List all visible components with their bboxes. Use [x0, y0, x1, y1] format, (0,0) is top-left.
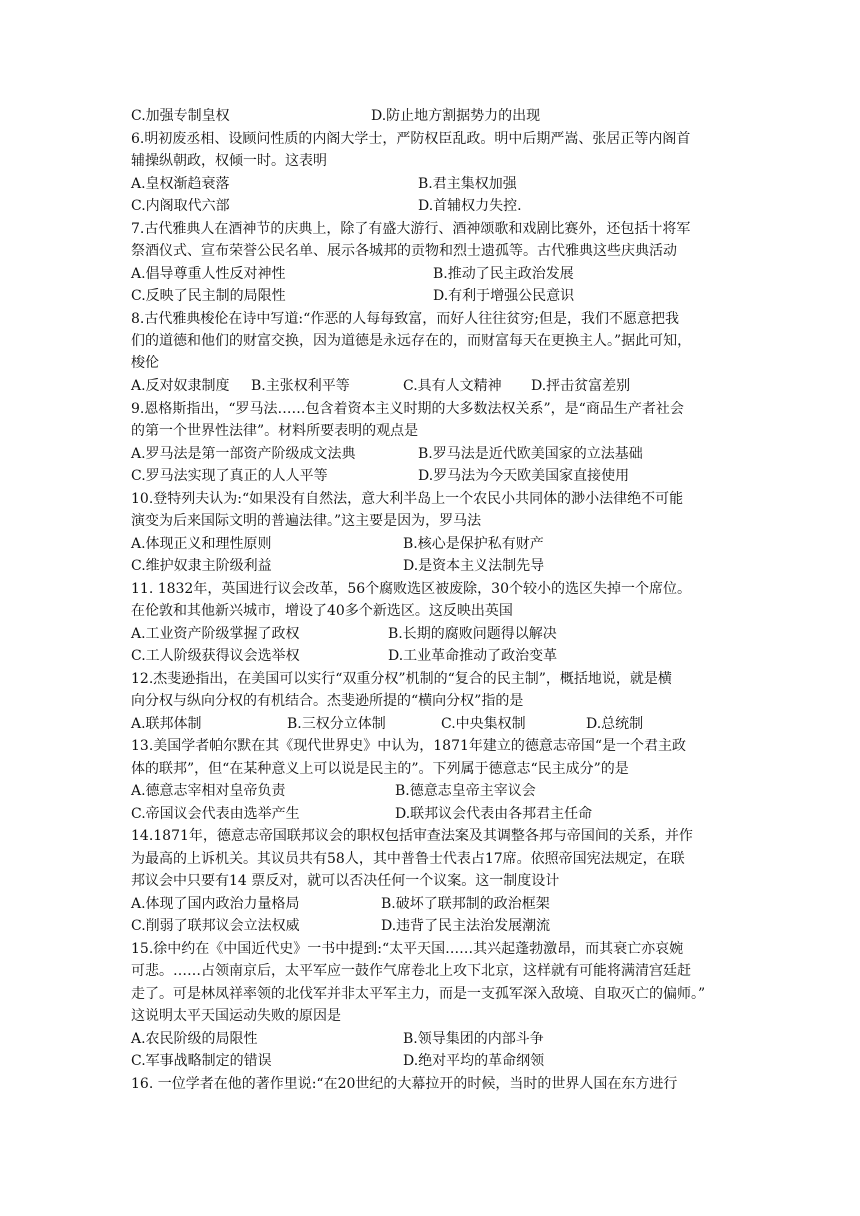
q10-option-a: A.体现正义和理性原则 — [131, 536, 272, 552]
q9-option-b: B.罗马法是近代欧美国家的立法基础 — [418, 446, 643, 462]
q14-stem-line-3: 邦议会中只要有14 票反对，就可以否决任何一个议案。这一制度设计 — [131, 873, 560, 889]
q7-option-c: C.反映了民主制的局限性 — [131, 288, 286, 304]
q13-stem-line-2: 体的联邦”，但“在某种意义上可以说是民主的”。下列属于德意志“民主成分”的是 — [131, 761, 629, 777]
q12-option-c: C.中央集权制 — [441, 716, 526, 732]
q16-stem-line-1: 16. 一位学者在他的著作里说:“在20世纪的大幕拉开的时候，当时的世界人国在东方进行 — [131, 1076, 678, 1092]
q14-option-d: D.违背了民主法治发展潮流 — [381, 918, 551, 934]
q11-stem-line-2: 在伦敦和其他新兴城市，增设了40多个新选区。这反映出英国 — [131, 603, 513, 619]
q5-option-d: D.防止地方割据势力的出现 — [371, 108, 541, 124]
q6-option-a: A.皇权渐趋衰落 — [131, 176, 230, 192]
q8-stem-line-1: 8.古代雅典梭伦在诗中写道:“作恶的人每每致富，而好人往往贫穷;但是，我们不愿意把我 — [131, 311, 679, 327]
q12-option-d: D.总统制 — [586, 716, 644, 732]
q7-option-d: D.有利于增强公民意识 — [433, 288, 575, 304]
q13-option-d: D.联邦议会代表由各邦君主任命 — [395, 806, 593, 822]
q6-option-c: C.内阁取代六部 — [131, 198, 230, 214]
q11-stem-line-1: 11. 1832年，英国进行议会改革，56个腐败选区被废除，30个较小的选区失掉一个席位。 — [131, 581, 691, 597]
q7-stem-line-1: 7.古代雅典人在酒神节的庆典上，除了有盛大游行、酒神颂歌和戏剧比赛外，还包括十将军 — [131, 221, 691, 237]
q15-stem-line-4: 这说明太平天国运动失败的原因是 — [131, 1008, 341, 1024]
q15-stem-line-2: 可悲。……占领南京后，太平军应一鼓作气席卷北上攻下北京，这样就有可能将满清宫廷赶 — [131, 963, 691, 979]
q15-option-d: D.绝对平均的革命纲领 — [403, 1053, 545, 1069]
q12-option-a: A.联邦体制 — [131, 716, 202, 732]
q10-option-c: C.维护奴隶主阶级利益 — [131, 558, 272, 574]
q12-option-b: B.三权分立体制 — [287, 716, 386, 732]
q9-option-d: D.罗马法为今天欧美国家直接使用 — [418, 468, 630, 484]
q15-stem-line-3: 走了。可是林凤祥率领的北伐军并非太平军主力，而是一支孤军深入敌境、自取灭亡的偏师。” — [131, 986, 706, 1002]
q13-option-a: A.德意志宰相对皇帝负责 — [131, 783, 286, 799]
q13-option-b: B.德意志皇帝主宰议会 — [395, 783, 536, 799]
q8-option-b: B.主张权利平等 — [251, 378, 350, 394]
q8-stem-line-3: 梭伦 — [131, 355, 159, 371]
q7-stem-line-2: 祭酒仪式、宣布荣誉公民名单、展示各城邦的贡物和烈士遗孤等。古代雅典这些庆典活动 — [131, 243, 677, 259]
q9-option-a: A.罗马法是第一部资产阶级成文法典 — [131, 446, 356, 462]
q10-option-d: D.是资本主义法制先导 — [403, 558, 545, 574]
q6-stem-line-1: 6.明初废丞相、设顾问性质的内阁大学士，严防权臣乱政。明中后期严嵩、张居正等内阁首 — [131, 131, 691, 147]
q8-stem-line-2: 们的道德和他们的财富交换，因为道德是永远存在的，而财富每天在更换主人。”据此可知， — [131, 333, 692, 349]
q14-option-c: C.削弱了联邦议会立法权威 — [131, 918, 300, 934]
q10-option-b: B.核心是保护私有财产 — [403, 536, 544, 552]
q15-option-c: C.军事战略制定的错误 — [131, 1053, 272, 1069]
q9-stem-line-2: 的第一个世界性法律”。材料所要表明的观点是 — [131, 423, 419, 439]
q5-option-c: C.加强专制皇权 — [131, 108, 230, 124]
q8-option-c: C.具有人文精神 — [403, 378, 502, 394]
q15-option-b: B.领导集团的内部斗争 — [403, 1031, 544, 1047]
q13-option-c: C.帝国议会代表由选举产生 — [131, 806, 300, 822]
q6-option-b: B.君主集权加强 — [418, 176, 517, 192]
q13-stem-line-1: 13.美国学者帕尔默在其《现代世界史》中认为，1871年建立的德意志帝国“是一个君主政 — [131, 738, 687, 754]
q15-stem-line-1: 15.徐中约在《中国近代史》一书中提到:“太平天国……其兴起蓬勃激昂，而其衰亡亦哀婉 — [131, 941, 684, 957]
q12-stem-line-2: 向分权与纵向分权的有机结合。杰斐逊所提的“横向分权”指的是 — [131, 693, 524, 709]
q9-stem-line-1: 9.恩格斯指出，“罗马法……包含着资本主义时期的大多数法权关系”，是“商品生产者社会 — [131, 401, 684, 417]
q8-option-d: D.抨击贫富差别 — [531, 378, 631, 394]
q10-stem-line-1: 10.登特列夫认为:“如果没有自然法，意大利半岛上一个农民小共同体的渺小法律绝不可能 — [131, 491, 684, 507]
q10-stem-line-2: 演变为后来国际文明的普遍法律。”这主要是因为，罗马法 — [131, 513, 482, 529]
q14-option-a: A.体现了国内政治力量格局 — [131, 896, 300, 912]
q7-option-b: B.推动了民主政治发展 — [433, 266, 574, 282]
q14-option-b: B.破坏了联邦制的政治框架 — [381, 896, 550, 912]
q15-option-a: A.农民阶级的局限性 — [131, 1031, 258, 1047]
q11-option-a: A.工业资产阶级掌握了政权 — [131, 626, 300, 642]
q14-stem-line-1: 14.1871年，德意志帝国联邦议会的职权包括审查法案及其调整各邦与帝国间的关系，并作 — [131, 828, 693, 844]
q9-option-c: C.罗马法实现了真正的人人平等 — [131, 468, 328, 484]
q11-option-d: D.工业革命推动了政治变革 — [388, 648, 558, 664]
q11-option-b: B.长期的腐败问题得以解决 — [388, 626, 557, 642]
q6-option-d: D.首辅权力失控. — [418, 198, 522, 214]
q6-stem-line-2: 辅操纵朝政，权倾一时。这表明 — [131, 153, 327, 169]
q12-stem-line-1: 12.杰斐逊指出，在美国可以实行“双重分权”机制的“复合的民主制”，概括地说，就是横 — [131, 671, 672, 687]
q7-option-a: A.倡导尊重人性反对神性 — [131, 266, 286, 282]
q14-stem-line-2: 为最高的上诉机关。其议员共有58人，其中普鲁士代表占17席。依照帝国宪法规定，在联 — [131, 851, 685, 867]
q11-option-c: C.工人阶级获得议会选举权 — [131, 648, 300, 664]
q8-option-a: A.反对奴隶制度 — [131, 378, 230, 394]
